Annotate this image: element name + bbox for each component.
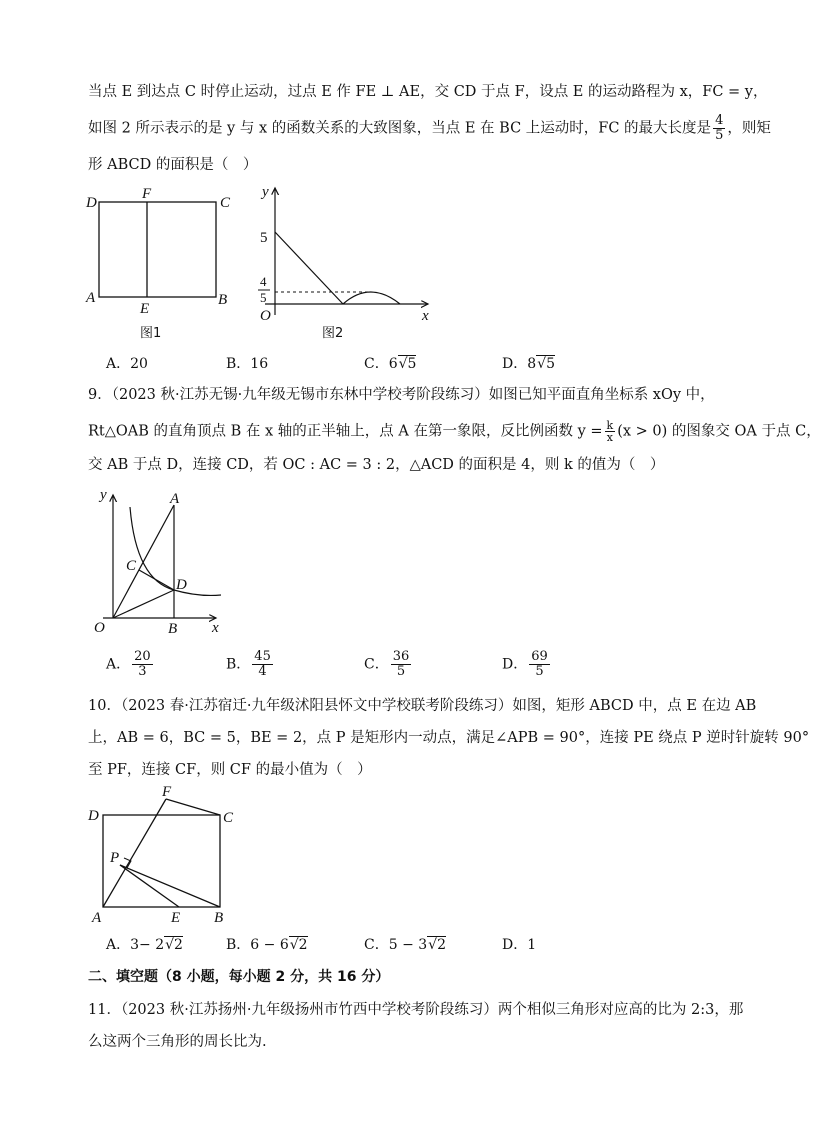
q10-text-line3: 至 PF，连接 CF，则 CF 的最小值为（ ） — [88, 762, 372, 778]
q8-line2b: ，则矩 — [727, 120, 771, 137]
q9-line2a: Rt△OAB 的直角顶点 B 在 x 轴的正半轴上，点 A 在第一象限，反比例函数 y = — [88, 423, 603, 440]
q10-label-c: C — [223, 810, 234, 826]
q8-option-d[interactable]: D．8√5 — [502, 356, 555, 372]
q9-option-b[interactable]: B． $\frac{45}{4}$ — [226, 649, 271, 679]
q8-fig2-label-5-den: 5 — [260, 290, 267, 305]
q9-line2b: (x > 0) 的图象交 OA 于点 C， — [617, 423, 821, 440]
q9-fraction: $\frac{k}{x}$ — [606, 419, 614, 444]
q9-segment-od — [113, 590, 174, 618]
q10-label-e: E — [171, 910, 181, 926]
section-heading-fill-in: 二、填空题（8 小题，每小题 2 分，共 16 分） — [88, 969, 390, 985]
q8-option-c[interactable]: C．6√5 — [364, 356, 417, 372]
q9-option-d[interactable]: D． $\frac{69}{5}$ — [502, 649, 548, 679]
q10-text-line1: 10．（2023 春·江苏宿迁·九年级沭阳县怀文中学校联考阶段练习）如图，矩形 ABCD 中，点 E 在边 AB — [88, 698, 757, 714]
q8-figure1 — [80, 185, 240, 345]
q9-label-o: O — [94, 620, 105, 636]
q8-fraction: $\frac{4}{5}$ — [715, 113, 724, 143]
q8-fig2-label-x: x — [422, 308, 429, 324]
q8-fig2-descending-line — [275, 232, 343, 304]
q9-label-a: A — [170, 491, 180, 507]
q11-text-line1: 11．（2023 秋·江苏扬州·九年级扬州市竹西中学校考阶段练习）两个相似三角形对应高的比为 2:3，那 — [88, 1002, 744, 1018]
q9-label-y: y — [100, 487, 107, 503]
q8-fig1-label-c: C — [220, 195, 231, 211]
q10-label-a: A — [92, 910, 102, 926]
q10-option-b[interactable]: B．6 − 6√2 — [226, 937, 308, 953]
q8-fig1-rect — [99, 202, 216, 297]
q9-label-d: D — [176, 577, 187, 593]
q8-fig2-label-4: 4 — [260, 274, 267, 289]
q8-fig1-label-d: D — [86, 195, 97, 211]
q8-fig1-label-b: B — [218, 292, 228, 308]
q10-label-d: D — [88, 808, 99, 824]
q9-text-line2 — [88, 420, 821, 443]
q9-text-line3: 交 AB 于点 D，连接 CD，若 OC : AC = 3 : 2，△ACD 的面积是 4，则 k 的值为（ ） — [88, 457, 665, 473]
q10-label-p: P — [110, 850, 120, 866]
q10-figure — [82, 782, 252, 927]
q9-segment-oa — [113, 505, 174, 618]
q8-fig1-label-f: F — [142, 186, 152, 202]
q11-text-line2: 么这两个三角形的周长比为. — [88, 1034, 267, 1050]
q10-option-a[interactable]: A．3− 2√2 — [106, 937, 183, 953]
q8-fig2-arc — [343, 292, 400, 304]
q8-option-a[interactable]: A．20 — [106, 356, 148, 372]
q8-text-line3: 形 ABCD 的面积是（ ） — [88, 157, 258, 173]
q8-fig1-label-a: A — [86, 290, 96, 306]
q10-option-d[interactable]: D．1 — [502, 937, 537, 953]
q9-text-line1: 9．（2023 秋·江苏无锡·九年级无锡市东林中学校考阶段练习）如图已知平面直角坐标系 xOy 中， — [88, 387, 715, 403]
q8-fig2-caption: 图2 — [322, 326, 344, 341]
q8-fig1-caption: 图1 — [140, 326, 162, 341]
q9-label-b: B — [168, 621, 178, 637]
q10-label-f: F — [162, 784, 172, 800]
q10-segment-fc — [166, 799, 220, 815]
q9-label-c: C — [126, 558, 137, 574]
q8-text-line2 — [88, 114, 771, 143]
q8-fig2-label-5: 5 — [260, 230, 268, 246]
q9-option-a[interactable]: A． $\frac{20}{3}$ — [106, 649, 151, 679]
q10-option-c[interactable]: C．5 − 3√2 — [364, 937, 447, 953]
q8-text-line1: 当点 E 到达点 C 时停止运动，过点 E 作 FE ⊥ AE，交 CD 于点 F，设点 E 的运动路程为 x，FC = y， — [88, 84, 768, 100]
q10-text-line2: 上，AB = 6，BC = 5，BE = 2，点 P 是矩形内一动点，满足∠APB = 90°，连接 PE 绕点 P 逆时针旋转 90° — [88, 730, 810, 746]
q8-figure2 — [250, 180, 440, 345]
q8-line2a: 如图 2 所示表示的是 y 与 x 的函数关系的大致图象，当点 E 在 BC 上运动时，FC 的最大长度是 — [88, 120, 712, 137]
q9-label-x: x — [212, 620, 219, 636]
q8-option-b[interactable]: B．16 — [226, 356, 269, 372]
q9-option-c[interactable]: C． $\frac{36}{5}$ — [364, 649, 410, 679]
q10-label-b: B — [214, 910, 224, 926]
q10-rectangle — [103, 815, 220, 907]
q8-fig2-label-o: O — [260, 308, 271, 324]
q9-figure — [88, 485, 238, 640]
q8-fig2-label-y: y — [262, 184, 269, 200]
q8-fig1-label-e: E — [140, 301, 150, 317]
